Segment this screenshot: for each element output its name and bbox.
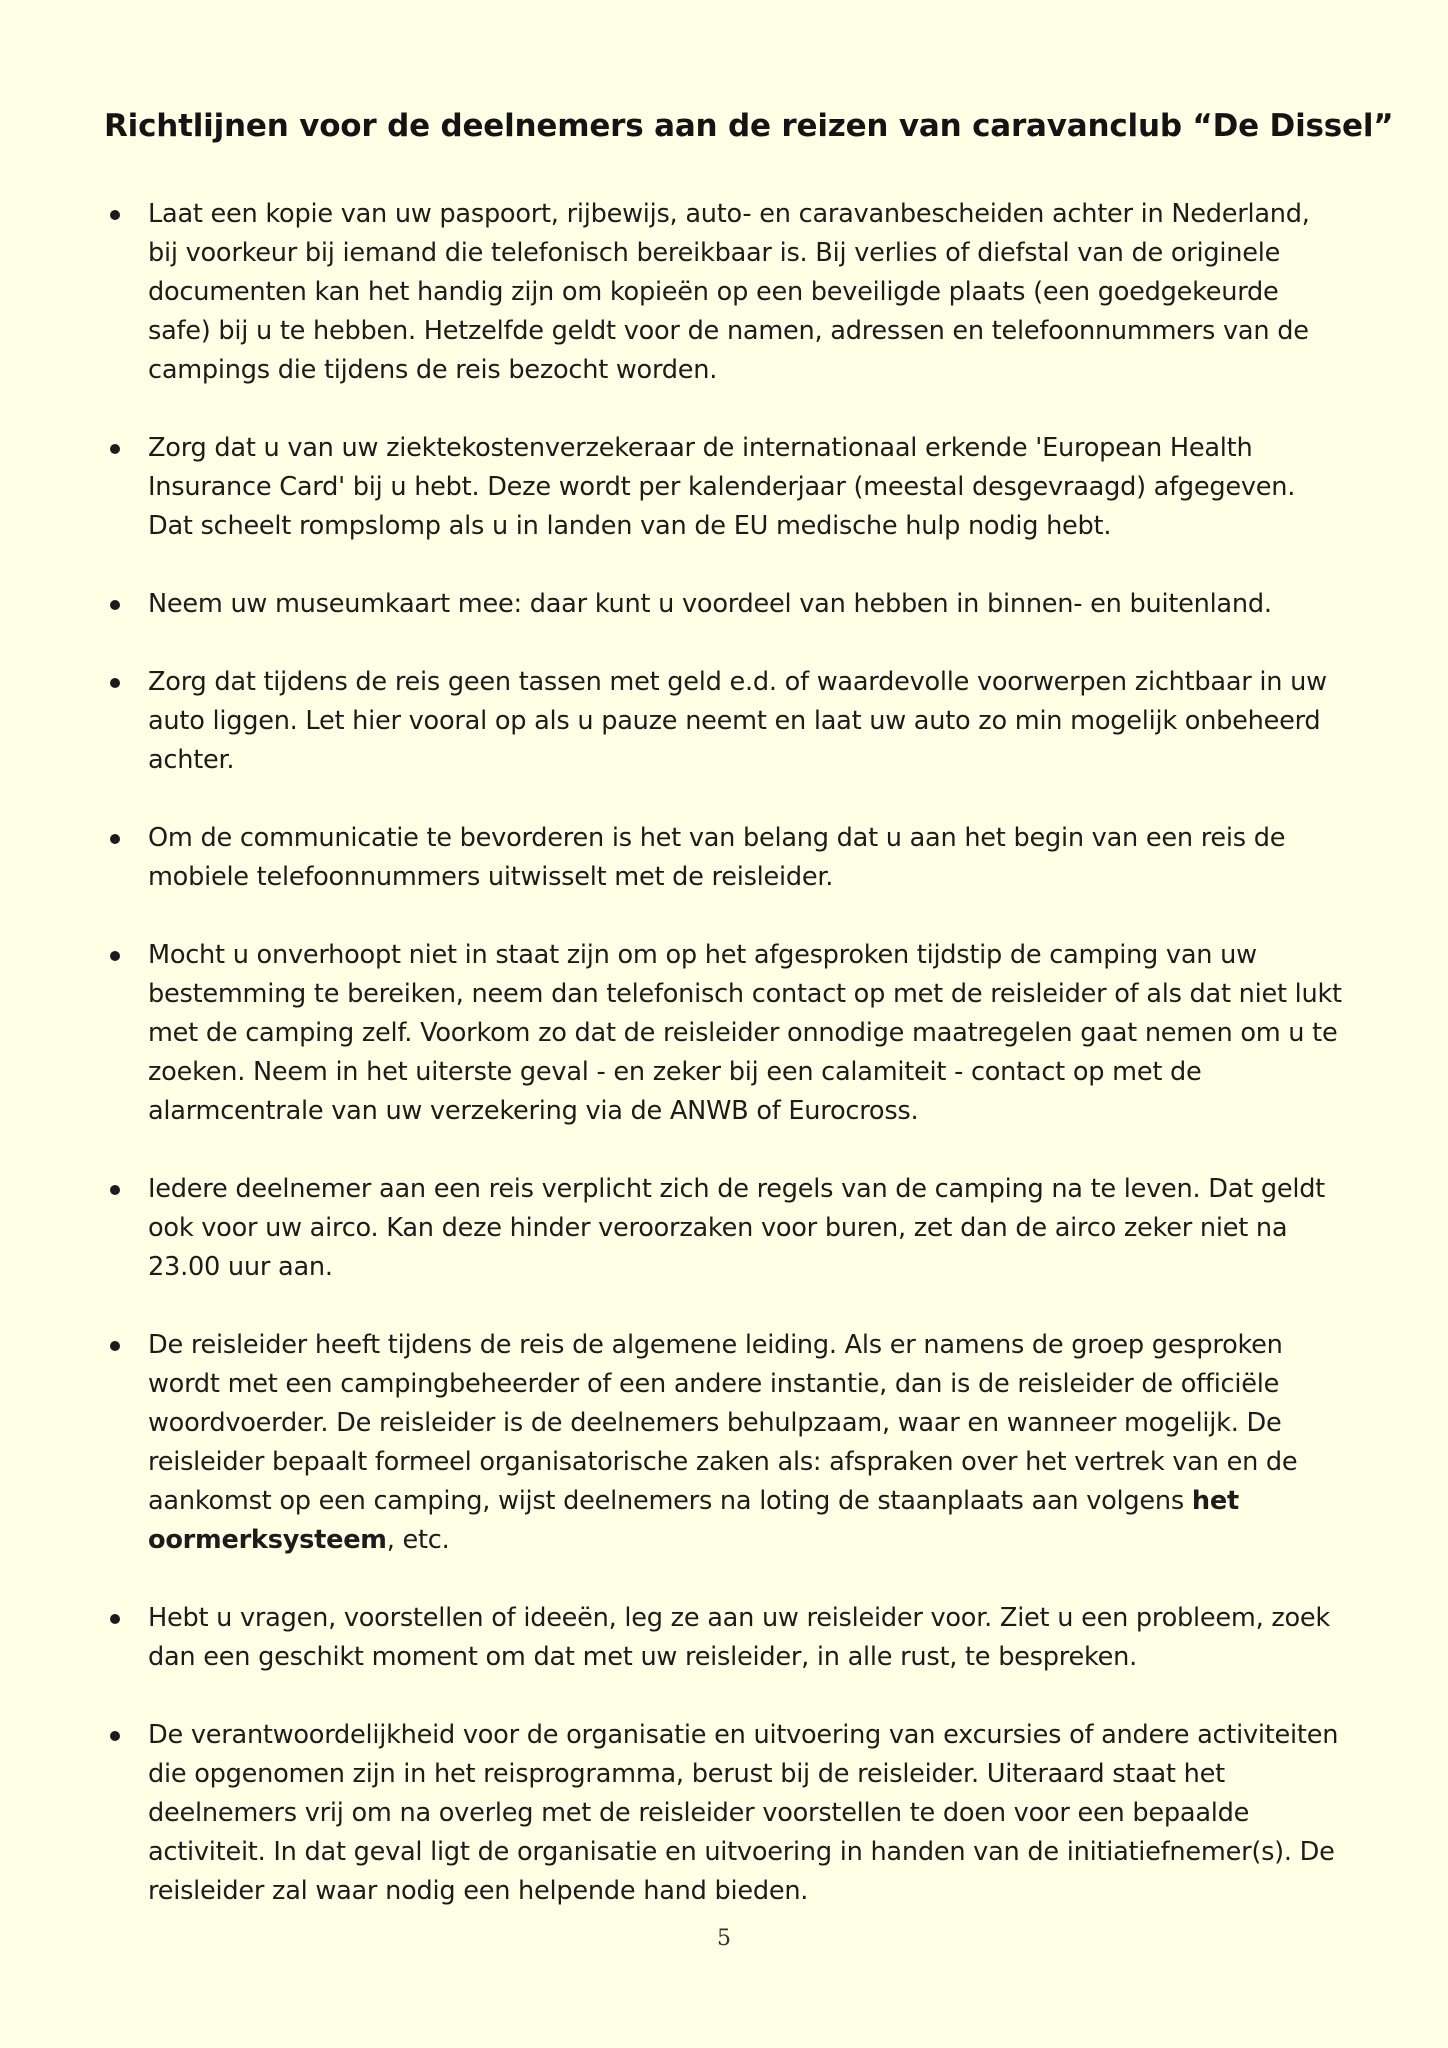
- list-item: [0, 819, 1448, 897]
- list-item-text: Hebt u vragen, voorstellen of ideeën, leg ze aan uw reisleider voor. Ziet u een probleem, zoek dan een geschikt moment om dat met uw reisleider, in alle rust, te bespreken.: [148, 1603, 1331, 1672]
- list-item-text: [148, 1330, 1297, 1555]
- bullet-icon: [110, 1341, 120, 1351]
- bold-term: het oormerksysteem: [148, 1486, 1239, 1555]
- list-item-text: Iedere deelnemer aan een reis verplicht zich de regels van de camping na te leven. Dat geldt ook voor uw airco. Kan deze hinder veroorzaken voor buren, zet dan de airco zeker niet na 23.00 uur aan.: [148, 1174, 1325, 1282]
- guideline-list: [0, 195, 1448, 1950]
- list-item: [0, 1599, 1448, 1677]
- list-item: [0, 936, 1448, 1131]
- list-item: [0, 1716, 1448, 1911]
- page-number: 5: [717, 1926, 731, 1951]
- bullet-icon: [110, 1731, 120, 1741]
- bullet-icon: [110, 678, 120, 688]
- bullet-icon: [110, 600, 120, 610]
- bullet-icon: [110, 951, 120, 961]
- bullet-icon: [110, 1185, 120, 1195]
- list-item-text: Zorg dat u van uw ziektekostenverzekeraar de internationaal erkende 'European Health Insurance Card' bij u hebt. Deze wordt per kalenderjaar (meestal desgevraagd) afgegeven. Dat scheelt rompslomp als u in landen van de EU medische hulp nodig hebt.: [148, 433, 1296, 541]
- list-item-text: Mocht u onverhoopt niet in staat zijn om op het afgesproken tijdstip de camping van uw bestemming te bereiken, neem dan telefonisch contact op met de reisleider of als dat niet lukt met de camping zelf. Voorkom zo dat de reisleider onnodige maatregelen gaat nemen om u te zoeken. Neem in het uiterste geval - en zeker bij een calamiteit - contact op met de alarmcentrale van uw verzekering via de ANWB of Eurocross.: [148, 940, 1342, 1126]
- list-item: [0, 195, 1448, 390]
- list-item: [0, 663, 1448, 780]
- list-item: [0, 1326, 1448, 1560]
- bullet-icon: [110, 444, 120, 454]
- bullet-icon: [110, 834, 120, 844]
- list-item-text: Om de communicatie te bevorderen is het van belang dat u aan het begin van een reis de mobiele telefoonnummers uitwisselt met de reisleider.: [148, 823, 1286, 892]
- bullet-icon: [110, 1614, 120, 1624]
- list-item-text: Zorg dat tijdens de reis geen tassen met geld e.d. of waardevolle voorwerpen zichtbaar in uw auto liggen. Let hier vooral op als u pauze neemt en laat uw auto zo min mogelijk onbeheerd achter.: [148, 667, 1327, 775]
- list-item-text-end: , etc.: [386, 1525, 450, 1555]
- list-item-text-start: De reisleider heeft tijdens de reis de algemene leiding. Als er namens de groep gesproken wordt met een campingbeheerder of een andere instantie, dan is de reisleider de officiële woordvoerder. De reisleider is de deelnemers behulpzaam, waar en wanneer mogelijk. De reisleider bepaalt formeel organisatorische zaken als: afspraken over het vertrek van en de aankomst op een camping, wijst deelnemers na loting de staanplaats aan volgens: [148, 1330, 1298, 1516]
- list-item: [0, 429, 1448, 546]
- list-item-text: Neem uw museumkaart mee: daar kunt u voordeel van hebben in binnen- en buitenland.: [148, 589, 1272, 619]
- document-title: Richtlijnen voor de deelnemers aan de reizen van caravanclub “De Dissel”: [104, 108, 1394, 144]
- bullet-icon: [110, 210, 120, 220]
- list-item-text: Laat een kopie van uw paspoort, rijbewijs, auto- en caravanbescheiden achter in Nederland, bij voorkeur bij iemand die telefonisch bereikbaar is. Bij verlies of diefstal van de originele documenten kan het handig zijn om kopieën op een beveiligde plaats (een goedgekeurde safe) bij u te hebben. Hetzelfde geldt voor de namen, adressen en telefoonnummers van de campings die tijdens de reis bezocht worden.: [148, 199, 1310, 385]
- list-item-text: De verantwoordelijkheid voor de organisatie en uitvoering van excursies of andere activiteiten die opgenomen zijn in het reisprogramma, berust bij de reisleider. Uiteraard staat het deelnemers vrij om na overleg met de reisleider voorstellen te doen voor een bepaalde activiteit. In dat geval ligt de organisatie en uitvoering in handen van de initiatiefnemer(s). De reisleider zal waar nodig een helpende hand bieden.: [148, 1720, 1339, 1906]
- list-item: [0, 585, 1448, 624]
- list-item: [0, 1170, 1448, 1287]
